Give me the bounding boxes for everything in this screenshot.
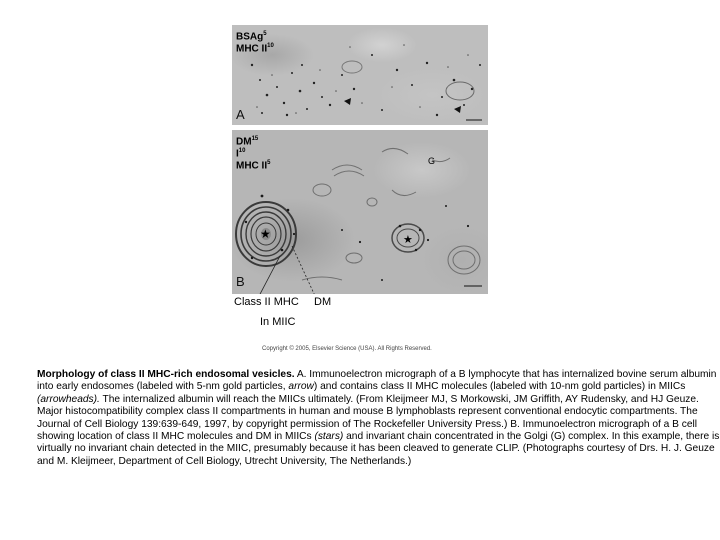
svg-text:★: ★ [403, 233, 413, 246]
panel-b-texture [232, 130, 488, 294]
panel-b-label-mhc: MHC $II^5$ [236, 160, 271, 172]
caption-text-3: The internalized albumin will reach the MIICs ultimately. (From Kleijmeer MJ, S Morkowski, JM Griffith, AY Rudensky, and HJ Geuze. Major histocompatibility complex class II compartments in human and mouse B lymphoblasts represent conventional endocytic compartments. The Journal of Cell Biology 139:639-649, 1997, by copyright permission of The Rockefeller University Press.) B. Immunoelectron micrograph of a B cell showing location of class II MHC molecules and DM in MIICs [37, 393, 699, 443]
panel-b-label-i: $I^{10}$ [236, 148, 246, 160]
caption-arrowheads: (arrowheads). [37, 393, 100, 405]
annotation-class-ii-mhc: Class II MHC [234, 296, 299, 308]
caption-title: Morphology of class II MHC-rich endosomal vesicles. [37, 369, 295, 380]
micrograph-panel-a [232, 25, 488, 125]
panel-b-letter: B [236, 274, 245, 289]
panel-a-letter: A [236, 107, 245, 122]
annotation-dm: DM [314, 296, 332, 308]
caption-arrow: arrow [288, 381, 314, 393]
figure-caption [37, 369, 720, 468]
caption-text-1: A. Immunoelectron micrograph of a B lymphocyte that has internalized bovine serum albumin into early endosomes (labeled with 5-nm gold particles, [37, 369, 717, 393]
panel-b-label-dm: DM$^{15}$ [236, 136, 259, 148]
panel-a-label-bsag: BSAg$^5$ [236, 31, 267, 43]
panel-a-texture [232, 25, 488, 125]
svg-text:★: ★ [260, 227, 271, 241]
caption-text-4: and invariant chain concentrated in the Golgi (G) complex. In this example, there is virtually no invariant chain detected in the MIIC, presumably because it has been cleaved to generate CLIP. (Photographs courtesy of Drs. H. J. Geuze and M. Kleijmeer, Department of Cell Biology, Utrecht University, The Netherlands.) [37, 431, 720, 467]
annotation-in-miic: In MIIC [260, 316, 296, 328]
copyright-notice: Copyright © 2005, Elsevier Science (USA). All Rights Reserved. [262, 346, 432, 352]
micrograph-panel-b [232, 130, 488, 294]
golgi-marker: G [428, 156, 436, 166]
caption-text-2: ) and contains class II MHC molecules (labeled with 10-nm gold particles) in MIICs [313, 381, 686, 393]
caption-stars: (stars) [314, 431, 344, 443]
panel-a-label-mhc: MHC II$^{10}$ [236, 43, 274, 55]
